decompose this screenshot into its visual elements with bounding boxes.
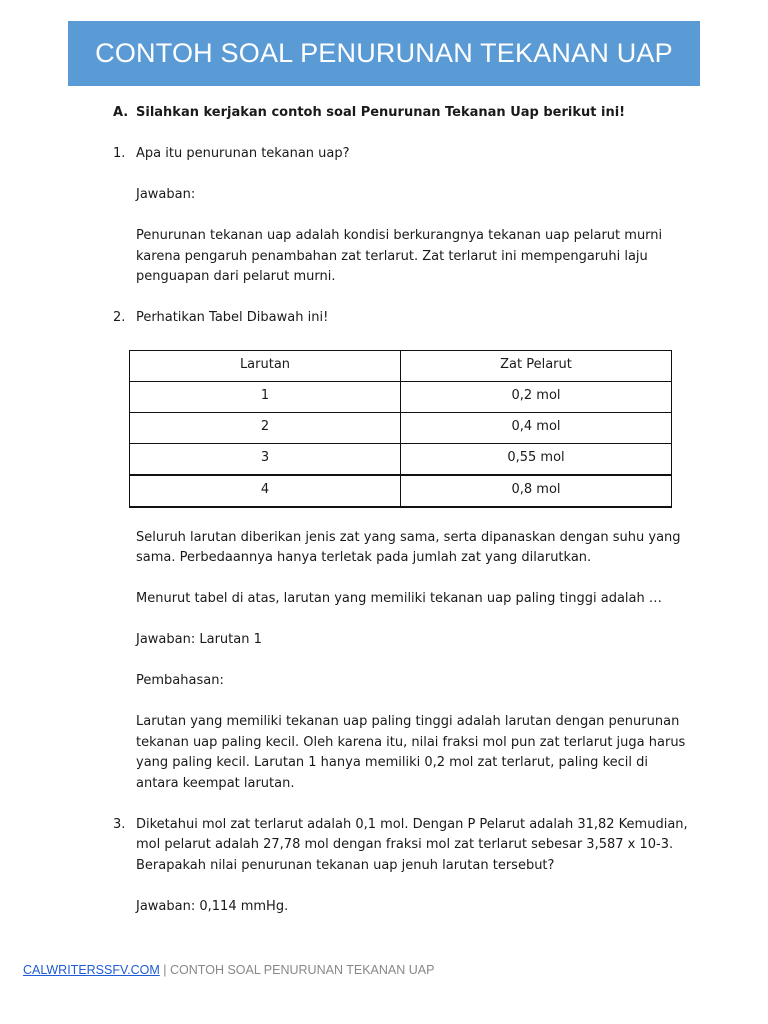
question-text: Perhatikan Tabel Dibawah ini! [136, 310, 329, 325]
question-1 [113, 144, 688, 165]
question-text: Diketahui mol zat terlarut adalah 0,1 mol. Dengan P Pelarut adalah 31,82 Kemudian, mol pelarut adalah 27,78 mol dengan fraksi mol zat terlarut sebesar 3,587 x 10-3. Berapakah nilai penurunan tekanan uap jenuh larutan tersebut? [136, 816, 688, 873]
question-number: 1. [113, 146, 126, 161]
site-link[interactable]: CALWRITERSSFV.COM [23, 963, 160, 977]
table-row [130, 443, 672, 475]
section-heading-text: Silahkan kerjakan contoh soal Penurunan Tekanan Uap berikut ini! [136, 105, 626, 120]
table-header-cell: Larutan [130, 350, 401, 381]
question-2 [113, 308, 688, 329]
page-footer [23, 963, 434, 977]
table-cell: 0,4 mol [401, 412, 672, 443]
table-row [130, 381, 672, 412]
section-heading [113, 103, 688, 124]
table-row [130, 475, 672, 507]
question-number: 2. [113, 310, 126, 325]
question-number: 3. [113, 816, 126, 832]
table-header-cell: Zat Pelarut [401, 350, 672, 381]
table-cell: 0,2 mol [401, 381, 672, 412]
footer-text: CONTOH SOAL PENURUNAN TEKANAN UAP [170, 963, 435, 977]
table-cell: 1 [130, 381, 401, 412]
table-cell: 3 [130, 443, 401, 475]
footer-separator: | [159, 963, 171, 977]
discussion-label: Pembahasan: [136, 673, 224, 688]
table-cell: 2 [130, 412, 401, 443]
table-cell: 0,55 mol [401, 443, 672, 475]
question-3 [113, 815, 688, 877]
answer-text: Jawaban: Larutan 1 [136, 632, 262, 647]
document-body [113, 103, 688, 917]
discussion-text: Larutan yang memiliki tekanan uap paling tinggi adalah larutan dengan penurunan tekanan uap paling kecil. Oleh karena itu, nilai fraksi mol pun zat terlarut juga harus yang paling kecil. Larutan 1 hanya memiliki 0,2 mol zat terlarut, paling kecil di antara keempat larutan. [136, 714, 686, 791]
table-cell: 4 [130, 475, 401, 507]
context-text: Seluruh larutan diberikan jenis zat yang sama, serta dipanaskan dengan suhu yang sama. Perbedaannya hanya terletak pada jumlah zat yang dilarutkan. [136, 529, 681, 565]
question-text: Apa itu penurunan tekanan uap? [136, 146, 350, 161]
answer-label: Jawaban: [136, 187, 196, 202]
table-row [130, 412, 672, 443]
page-title-banner [68, 21, 700, 86]
answer-text: Jawaban: 0,114 mmHg. [136, 898, 289, 914]
table-cell: 0,8 mol [401, 475, 672, 507]
solution-table [129, 350, 672, 508]
page-title: CONTOH SOAL PENURUNAN TEKANAN UAP [95, 38, 673, 68]
prompt-text: Menurut tabel di atas, larutan yang memiliki tekanan uap paling tinggi adalah … [136, 591, 662, 606]
section-marker: A. [113, 105, 129, 120]
table-header-row [130, 350, 672, 381]
answer-text: Penurunan tekanan uap adalah kondisi berkurangnya tekanan uap pelarut murni karena pengaruh penambahan zat terlarut. Zat terlarut ini mempengaruhi laju penguapan dari pelarut murni. [136, 228, 663, 284]
